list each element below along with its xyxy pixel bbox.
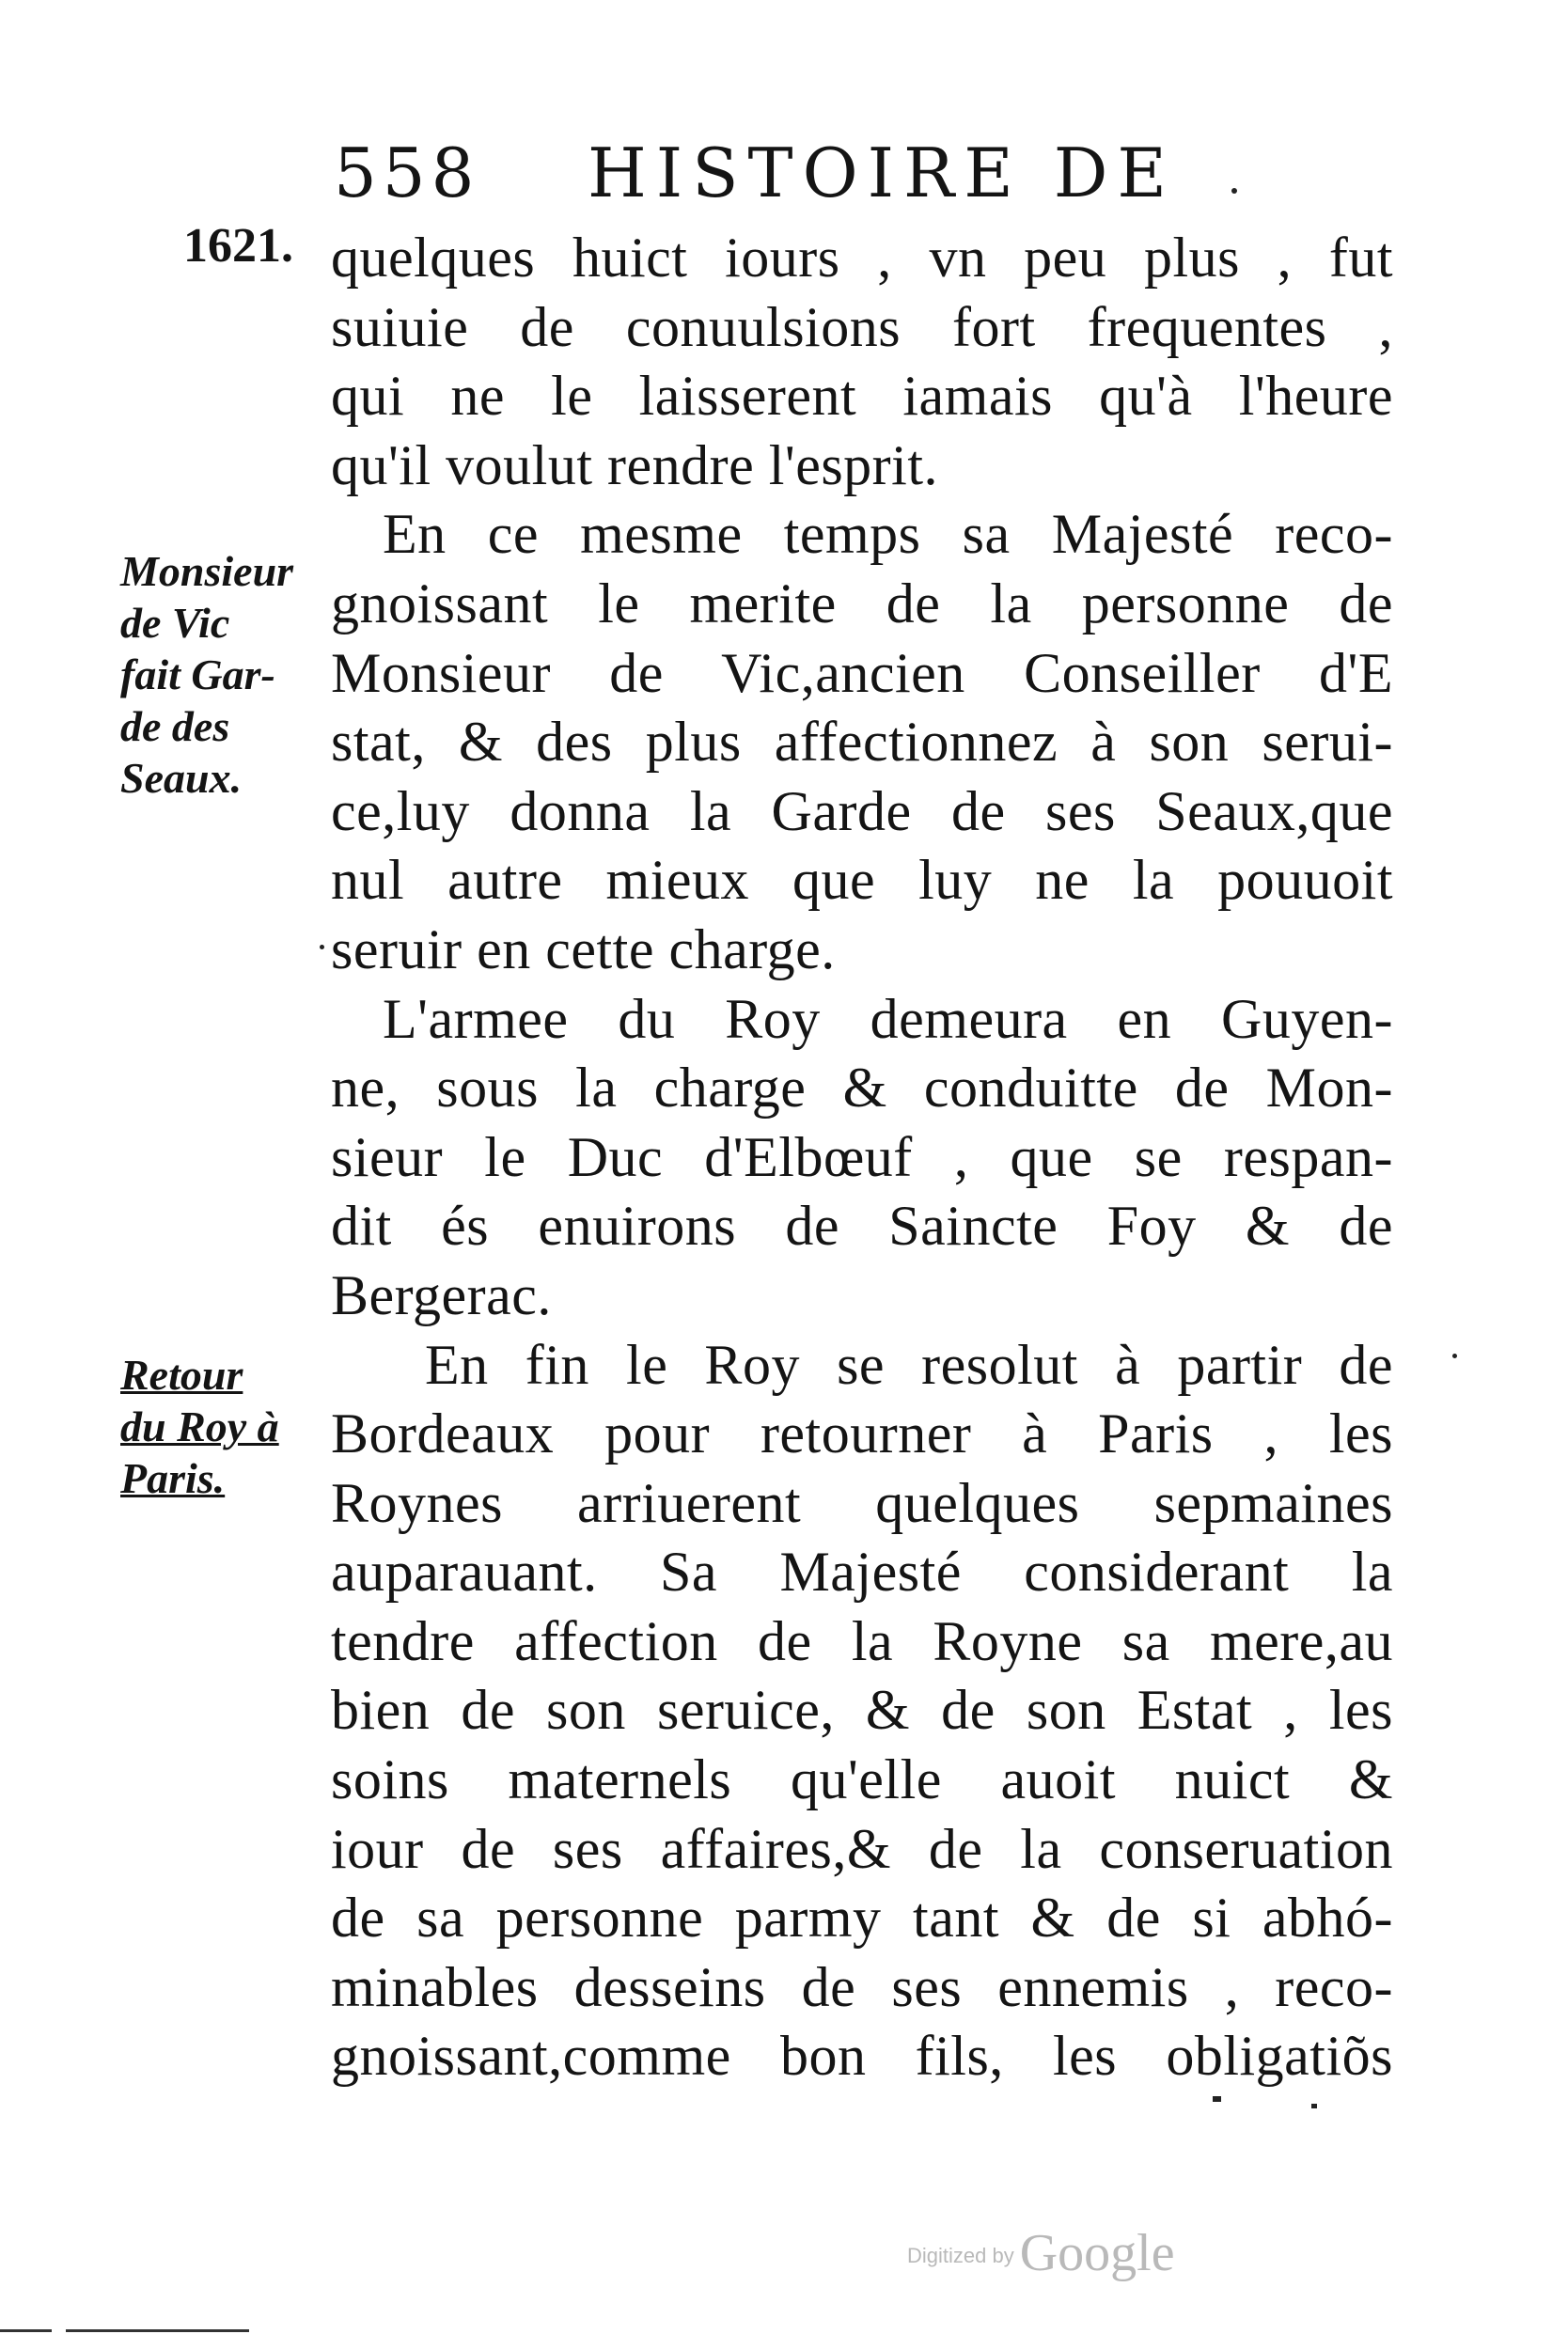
margin-note-line: de Vic — [120, 599, 230, 647]
text-line: Bergerac. — [331, 1263, 552, 1326]
text-line: gnoissant,comme bon fils, les obligatiõs — [331, 2025, 1393, 2088]
text-line: quelques huict iours , vn peu plus , fut — [331, 227, 1393, 289]
google-logo: Google — [1019, 2224, 1175, 2282]
text-line: ce,luy donna la Garde de ses Seaux,que — [331, 779, 1393, 842]
text-line: nul autre mieux que luy ne la pouuoit — [331, 849, 1393, 912]
scan-edge-mark — [0, 2329, 52, 2332]
text-line: dit és enuirons de Saincte Foy & de — [331, 1195, 1393, 1258]
text-line: soins maternels qu'elle auoit nuict & — [331, 1748, 1393, 1811]
year-marker: 1621. — [183, 219, 293, 273]
margin-note-line: Retour — [120, 1351, 243, 1399]
text-line: minables desseins de ses ennemis , reco- — [331, 1955, 1393, 2018]
text-line: En fin le Roy se resolut à partir de — [425, 1333, 1393, 1396]
text-line: L'armee du Roy demeura en Guyen- — [383, 987, 1393, 1050]
text-line: seruir en cette charge. — [331, 917, 836, 980]
ink-speck — [1311, 2104, 1317, 2108]
text-line: qui ne le laisserent iamais qu'à l'heure — [331, 365, 1393, 428]
text-line: auparauant. Sa Majesté considerant la — [331, 1541, 1393, 1604]
ink-speck — [1452, 1354, 1457, 1358]
text-line: ne, sous la charge & conduitte de Mon- — [331, 1057, 1393, 1120]
text-line: de sa personne parmy tant & de si abhó- — [331, 1887, 1393, 1950]
margin-note-line: de des — [120, 702, 230, 750]
digitized-by-google-watermark — [907, 2223, 1175, 2283]
text-line: Monsieur de Vic,ancien Conseiller d'E — [331, 641, 1393, 704]
scan-edge-mark — [66, 2329, 249, 2332]
text-line: suiuie de conuulsions fort frequentes , — [331, 295, 1393, 358]
text-line: iour de ses affaires,& de la conseruation — [331, 1817, 1393, 1880]
text-line: Roynes arriuerent quelques sepmaines — [331, 1471, 1393, 1534]
ink-speck — [320, 945, 324, 949]
watermark-prefix: Digitized by — [907, 2244, 1014, 2267]
margin-note-line: Paris. — [120, 1454, 226, 1502]
ink-speck — [1231, 188, 1237, 194]
text-line: Bordeaux pour retourner à Paris , les — [331, 1402, 1393, 1465]
ink-speck — [1213, 2096, 1221, 2102]
running-title: HISTOIRE DE — [588, 133, 1176, 212]
text-line: En ce mesme temps sa Majesté reco- — [383, 503, 1393, 566]
margin-note-retour-du-roy — [120, 1349, 318, 1504]
margin-note-monsieur-de-vic — [120, 545, 318, 804]
text-line: sieur le Duc d'Elbœuf , que se respan- — [331, 1125, 1393, 1188]
page-number: 558 — [334, 133, 480, 212]
margin-note-line: du Roy à — [120, 1402, 279, 1450]
text-line: tendre affection de la Royne sa mere,au — [331, 1609, 1393, 1672]
margin-note-line: Monsieur — [120, 547, 294, 595]
text-line: qu'il voulut rendre l'esprit. — [331, 433, 938, 496]
body-text — [331, 224, 1393, 2092]
text-line: stat, & des plus affectionnez à son serui- — [331, 711, 1393, 774]
margin-note-line: Seaux. — [120, 754, 243, 802]
text-line: gnoissant le merite de la personne de — [331, 572, 1393, 634]
text-line: bien de son seruice, & de son Estat , les — [331, 1679, 1393, 1742]
margin-note-line: fait Gar- — [120, 650, 275, 698]
